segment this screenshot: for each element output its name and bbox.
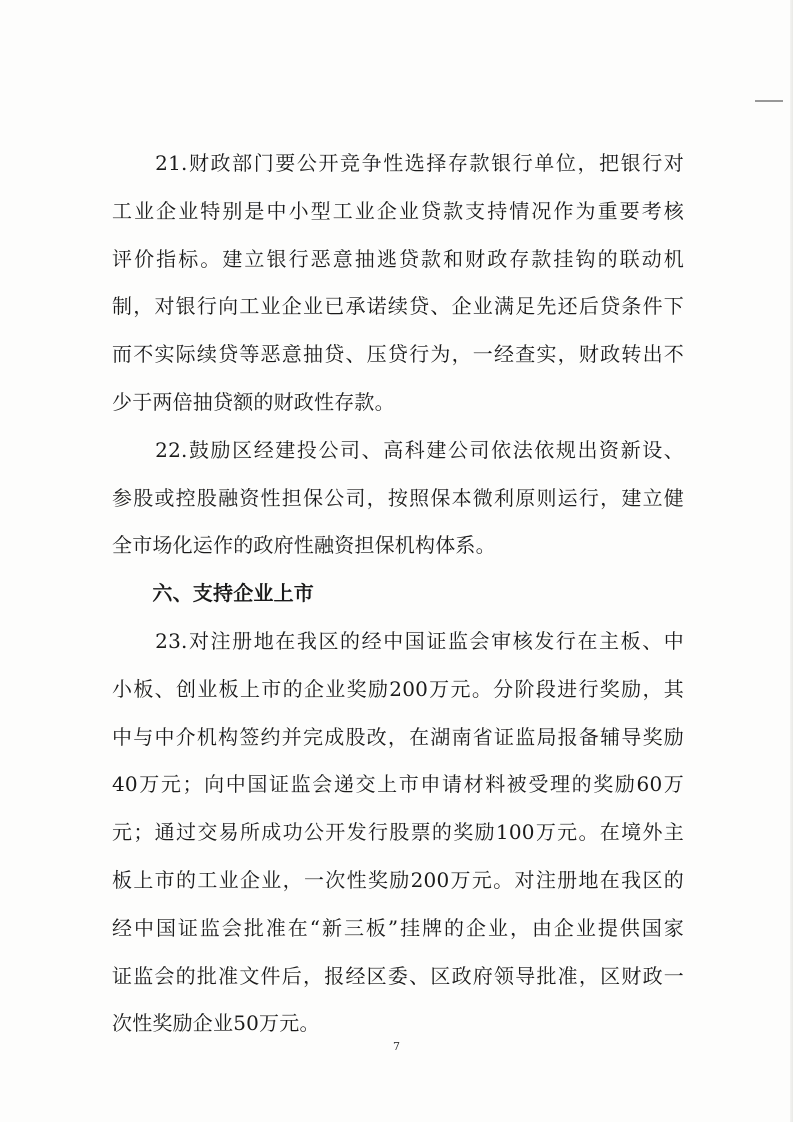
- paragraph-21-line-6: 少于两倍抽贷额的财政性存款。: [112, 389, 395, 414]
- paragraph-21-line-2: 工业企业特别是中小型工业企业贷款支持情况作为重要考核: [112, 198, 684, 223]
- paragraph-23-line-5: 元；通过交易所成功公开发行股票的奖励100万元。在境外主: [112, 820, 684, 845]
- paragraph-21-line-1: 21.财政部门要公开竞争性选择存款银行单位，把银行对: [112, 151, 684, 175]
- paragraph-23-line-1: 23.对注册地在我区的经中国证监会审核发行在主板、中: [112, 628, 684, 653]
- paragraph-21-line-5: 而不实际续贷等恶意抽贷、压贷行为，一经查实，财政转出不: [112, 342, 684, 367]
- paragraph-23-line-9: 次性奖励企业50万元。: [112, 1011, 320, 1036]
- paragraph-21-line-4: 制，对银行向工业企业已承诺续贷、企业满足先还后贷条件下: [112, 294, 684, 319]
- paragraph-23-line-6: 板上市的工业企业，一次性奖励200万元。对注册地在我区的: [112, 867, 684, 892]
- page-number: 7: [393, 1040, 400, 1053]
- paragraph-21-line-3: 评价指标。建立银行恶意抽逃贷款和财政存款挂钩的联动机: [112, 246, 684, 271]
- paragraph-22-line-3: 全市场化运作的政府性融资担保机构体系。: [112, 533, 496, 558]
- paragraph-23-line-3: 中与中介机构签约并完成股改，在湖南省证监局报备辅导奖励: [112, 724, 684, 749]
- paragraph-23-line-4: 40万元；向中国证监会递交上市申请材料被受理的奖励60万: [112, 772, 684, 797]
- document-body: [112, 140, 684, 1048]
- paragraph-23-line-2: 小板、创业板上市的企业奖励200万元。分阶段进行奖励，其: [112, 676, 684, 701]
- section-heading-6: 六、支持企业上市: [112, 581, 314, 606]
- paragraph-22-line-2: 参股或控股融资性担保公司，按照保本微利原则运行，建立健: [112, 485, 684, 510]
- scan-artifact-mark: [755, 100, 783, 102]
- paragraph-23-line-7: 经中国证监会批准在“新三板”挂牌的企业，由企业提供国家: [112, 915, 684, 940]
- paragraph-23-line-8: 证监会的批准文件后，报经区委、区政府领导批准，区财政一: [112, 963, 684, 988]
- paragraph-22-line-1: 22.鼓励区经建投公司、高科建公司依法依规出资新设、: [112, 437, 684, 462]
